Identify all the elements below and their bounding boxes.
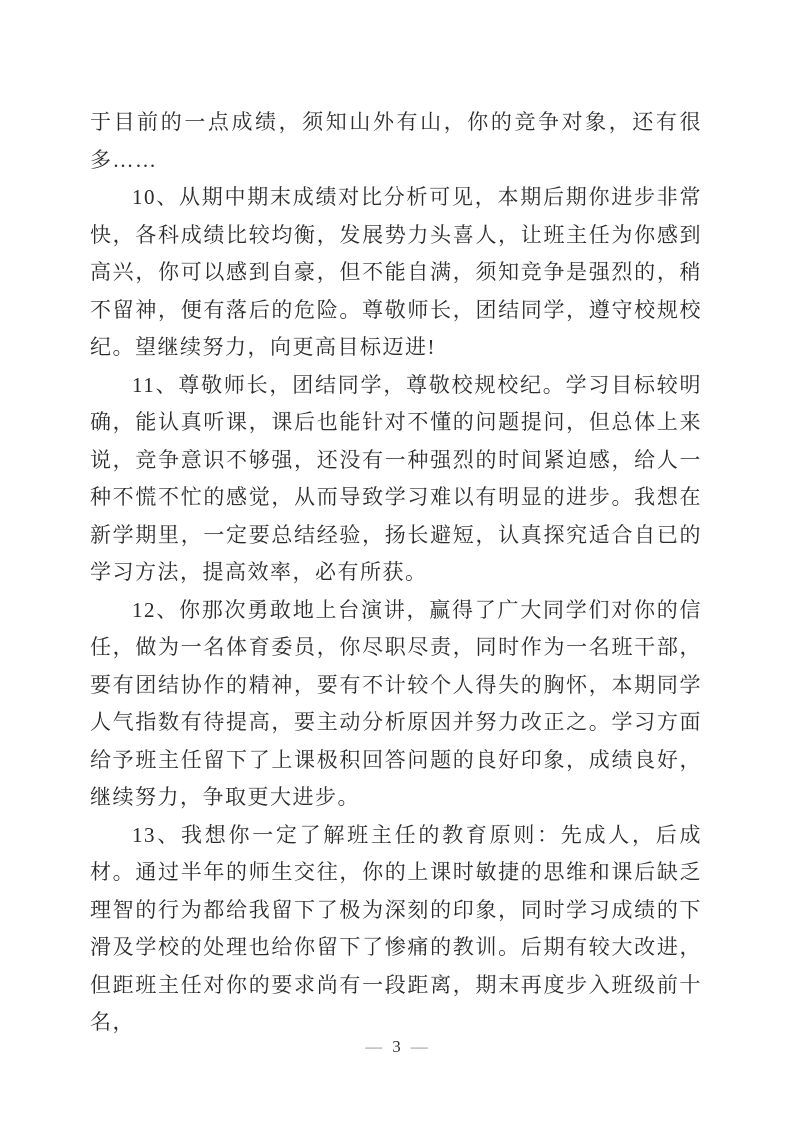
paragraph-item-10: 10、从期中期末成绩对比分析可见，本期后期你进步非常快，各科成绩比较均衡，发展势力头喜人，让班主任为你感到高兴，你可以感到自豪，但不能自满，须知竞争是强烈的，稍不留神，便有落后的危险。尊敬师长，团结同学，遵守校规校纪。望继续努力，向更高目标迈进!	[90, 185, 702, 359]
page-footer	[0, 1036, 793, 1058]
paragraph-item-12: 12、你那次勇敢地上台演讲，赢得了广大同学们对你的信任，做为一名体育委员，你尽职尽责，同时作为一名班干部，要有团结协作的精神，要有不计较个人得失的胸怀，本期同学人气指数有待提高，要主动分析原因并努力改正之。学习方面给予班主任留下了上课极积回答问题的良好印象，成绩良好，继续努力，争取更大进步。	[90, 597, 702, 809]
page-number-dash-right: —	[410, 1037, 428, 1056]
page-number: 3	[392, 1037, 401, 1056]
document-body-text	[90, 104, 702, 1042]
paragraph-continuation: 于目前的一点成绩，须知山外有山，你的竞争对象，还有很多……	[90, 110, 702, 172]
paragraph-item-11: 11、尊敬师长，团结同学，尊敬校规校纪。学习目标较明确，能认真听课，课后也能针对不懂的问题提问，但总体上来说，竞争意识不够强，还没有一种强烈的时间紧迫感，给人一种不慌不忙的感觉，从而导致学习难以有明显的进步。我想在新学期里，一定要总结经验，扬长避短，认真探究适合自已的学习方法，提高效率，必有所获。	[90, 372, 702, 584]
page-number-dash-left: —	[365, 1037, 383, 1056]
paragraph-item-13: 13、我想你一定了解班主任的教育原则：先成人，后成材。通过半年的师生交往，你的上课时敏捷的思维和课后缺乏理智的行为都给我留下了极为深刻的印象，同时学习成绩的下滑及学校的处理也给你留下了惨痛的教训。后期有较大改进，但距班主任对你的要求尚有一段距离，期末再度步入班级前十名，	[90, 822, 702, 1034]
